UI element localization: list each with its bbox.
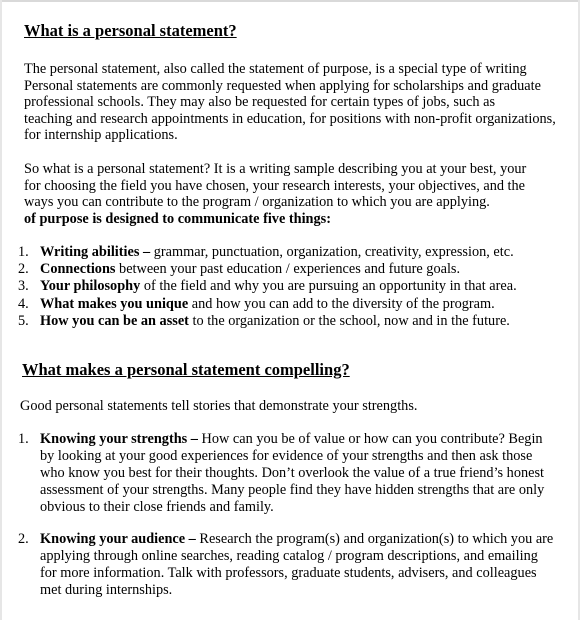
list-item-description: and how you can add to the diversity of the program. — [188, 295, 495, 312]
list-item-title: What makes you unique — [40, 295, 189, 312]
list-text — [40, 278, 517, 295]
list-item-description: of the field and why you are pursuing an opportunity in that area. — [140, 278, 517, 295]
item-body — [40, 531, 553, 599]
list-item-title: How you can be an asset — [40, 312, 189, 329]
item-first-text: Research the program(s) and organization(s) to which you are — [195, 531, 554, 547]
list-item-description: grammar, punctuation, organization, creativity, expression, etc. — [150, 244, 514, 260]
list-text — [40, 296, 495, 313]
section2-heading: What makes a personal statement compelling? — [22, 360, 350, 379]
list-item-description: between your past education / experiences and future goals. — [115, 261, 461, 278]
item-line: met during internships. — [40, 581, 173, 598]
list-number: 2. — [18, 531, 29, 547]
item-title: Knowing your audience – — [40, 531, 196, 547]
item-line: for more information. Talk with professors, graduate students, advisers, and colleagues — [40, 564, 537, 581]
list-number: 1. — [18, 244, 29, 260]
paragraph-line: The personal statement, also called the statement of purpose, is a special type of writing — [24, 61, 527, 77]
list-number: 1. — [18, 431, 29, 447]
item-first-text: How can you be of value or how can you contribute? Begin — [197, 431, 543, 447]
section1-paragraph2 — [24, 161, 526, 227]
list-item-title: Writing abilities – — [40, 244, 151, 260]
item-line: obvious to their close friends and family. — [40, 498, 274, 515]
item-first-line — [40, 531, 553, 548]
paragraph-line: for choosing the field you have chosen, your research interests, your objectives, and the — [24, 177, 526, 194]
list-number: 2. — [18, 261, 29, 278]
list-item-title: Connections — [40, 261, 116, 278]
section1-paragraph1 — [24, 61, 556, 144]
paragraph-line: professional schools. They may also be requested for certain types of jobs, such as — [24, 94, 496, 111]
paragraph-line: teaching and research appointments in education, for positions with non-profit organizations, — [24, 110, 556, 127]
list-text — [40, 244, 514, 261]
list-text — [40, 313, 510, 330]
section1-heading: What is a personal statement? — [24, 21, 237, 40]
list-item-description: to the organization or the school, now and in the future. — [188, 312, 510, 329]
item-line: applying through online searches, reading catalog / program descriptions, and emailing — [40, 547, 538, 564]
list-number: 3. — [18, 278, 29, 295]
page-border-top — [0, 0, 580, 2]
list-number: 4. — [18, 295, 29, 312]
item-first-line — [40, 431, 544, 448]
paragraph-line: for internship applications. — [24, 127, 178, 144]
item-body — [40, 431, 544, 516]
item-line: who know you best for their thoughts. Don’t overlook the value of a true friend’s honest — [40, 464, 544, 481]
paragraph-line: ways you can contribute to the program / organization to which you are applying. — [24, 194, 490, 211]
item-line: by looking at your good experiences for evidence of your strengths and then ask those — [40, 447, 533, 464]
paragraph-line: Personal statements are commonly requested when applying for scholarships and graduate — [24, 77, 541, 94]
section2-intro: Good personal statements tell stories that demonstrate your strengths. — [20, 398, 418, 414]
list-item-title: Your philosophy — [40, 278, 141, 295]
list-text — [40, 261, 460, 278]
item-line: assessment of your strengths. Many people find they have hidden strengths that are only — [40, 481, 545, 498]
paragraph-line: So what is a personal statement? It is a writing sample describing you at your best, your — [24, 161, 527, 177]
page-border-left — [0, 0, 2, 620]
item-title: Knowing your strengths – — [40, 431, 198, 447]
paragraph-bold-line: of purpose is designed to communicate five things: — [24, 210, 331, 227]
list-number: 5. — [18, 312, 29, 329]
